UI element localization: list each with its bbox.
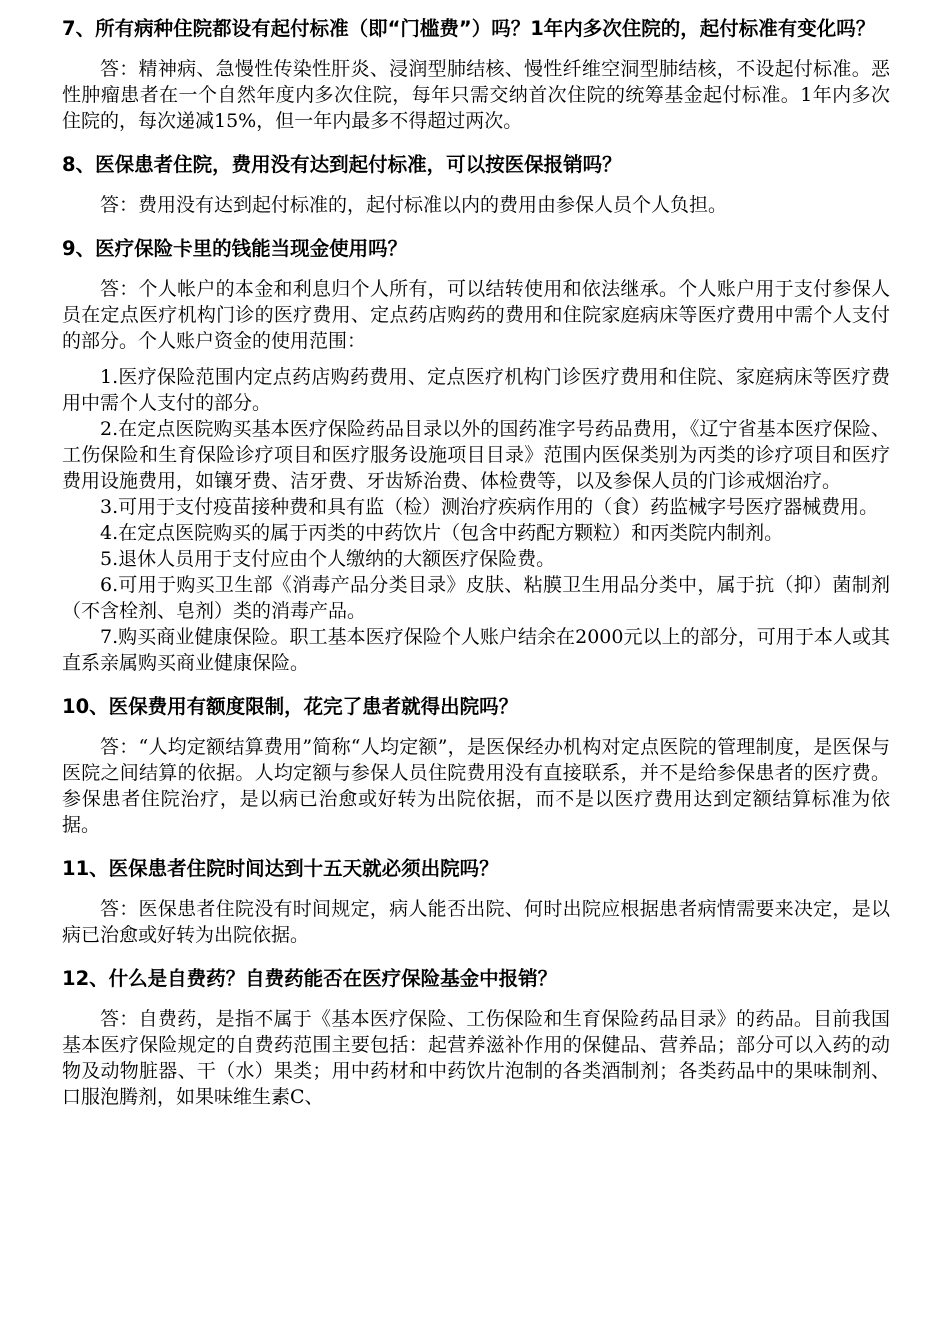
answer-10: 答：“人均定额结算费用”简称“人均定额”，是医保经办机构对定点医院的管理制度，是医保与医院之间结算的依据。人均定额与参保人员住院费用没有直接联系，并不是给参保患者的医疗费。参保患者住院治疗，是以病已治愈或好转为出院依据，而不是以医疗费用达到定额结算标准为依据。 <box>62 736 890 836</box>
answer-7: 答：精神病、急慢性传染性肝炎、浸润型肺结核、慢性纤维空洞型肺结核，不设起付标准。恶性肿瘤患者在一个自然年度内多次住院，每年只需交纳首次住院的统筹基金起付标准。1年内多次住院的，每次递减15%，但一年内最多不得超过两次。 <box>62 58 890 132</box>
answer-12: 答：自费药，是指不属于《基本医疗保险、工伤保险和生育保险药品目录》的药品。目前我国基本医疗保险规定的自费药范围主要包括：起营养滋补作用的保健品、营养品；部分可以入药的动物及动物脏器、干（水）果类；用中药材和中药饮片泡制的各类酒制剂；各类药品中的果味制剂、口服泡腾剂，如果味维生素C、 <box>62 1008 890 1108</box>
question-9: 9、医疗保险卡里的钱能当现金使用吗？ <box>62 237 408 260</box>
question-10: 10、医保费用有额度限制，花完了患者就得出院吗？ <box>62 695 519 718</box>
answer-9: 答：个人帐户的本金和利息归个人所有，可以结转使用和依法继承。个人账户用于支付参保人员在定点医疗机构门诊的医疗费用、定点药店购药的费用和住院家庭病床等医疗费用中需个人支付的部分。个人账户资金的使用范围： <box>62 278 890 352</box>
answer-9-item-7: 7.购买商业健康保险。职工基本医疗保险个人账户结余在2000元以上的部分，可用于本人或其直系亲属购买商业健康保险。 <box>62 626 890 674</box>
answer-9-item-5: 5.退休人员用于支付应由个人缴纳的大额医疗保险费。 <box>100 548 556 570</box>
answer-11: 答：医保患者住院没有时间规定，病人能否出院、何时出院应根据患者病情需要来决定，是以病已治愈或好转为出院依据。 <box>62 898 890 946</box>
question-8: 8、医保患者住院，费用没有达到起付标准，可以按医保报销吗？ <box>62 153 622 176</box>
answer-9-item-4: 4.在定点医院购买的属于丙类的中药饮片（包含中药配方颗粒）和丙类院内制剂。 <box>100 522 784 544</box>
question-7: 7、所有病种住院都设有起付标准（即“门槛费”）吗？1年内多次住院的，起付标准有变化吗？ <box>62 17 876 40</box>
answer-8: 答：费用没有达到起付标准的，起付标准以内的费用由参保人员个人负担。 <box>100 194 728 216</box>
answer-9-item-6: 6.可用于购买卫生部《消毒产品分类目录》皮肤、粘膜卫生用品分类中，属于抗（抑）菌制剂（不含栓剂、皂剂）类的消毒产品。 <box>62 574 890 622</box>
answer-9-item-1: 1.医疗保险范围内定点药店购药费用、定点医疗机构门诊医疗费用和住院、家庭病床等医疗费用中需个人支付的部分。 <box>62 366 890 414</box>
question-11: 11、医保患者住院时间达到十五天就必须出院吗？ <box>62 857 499 880</box>
answer-9-item-2: 2.在定点医院购买基本医疗保险药品目录以外的国药准字号药品费用，《辽宁省基本医疗保险、工伤保险和生育保险诊疗项目和医疗服务设施项目目录》范围内医保类别为丙类的诊疗项目和医疗费用设施费用，如镶牙费、洁牙费、牙齿矫治费、体检费等，以及参保人员的门诊戒烟治疗。 <box>62 418 890 492</box>
document-page <box>62 16 890 1110</box>
question-12: 12、什么是自费药？自费药能否在医疗保险基金中报销？ <box>62 967 558 990</box>
answer-9-item-3: 3.可用于支付疫苗接种费和具有监（检）测治疗疾病作用的（食）药监械字号医疗器械费用。 <box>100 496 879 518</box>
